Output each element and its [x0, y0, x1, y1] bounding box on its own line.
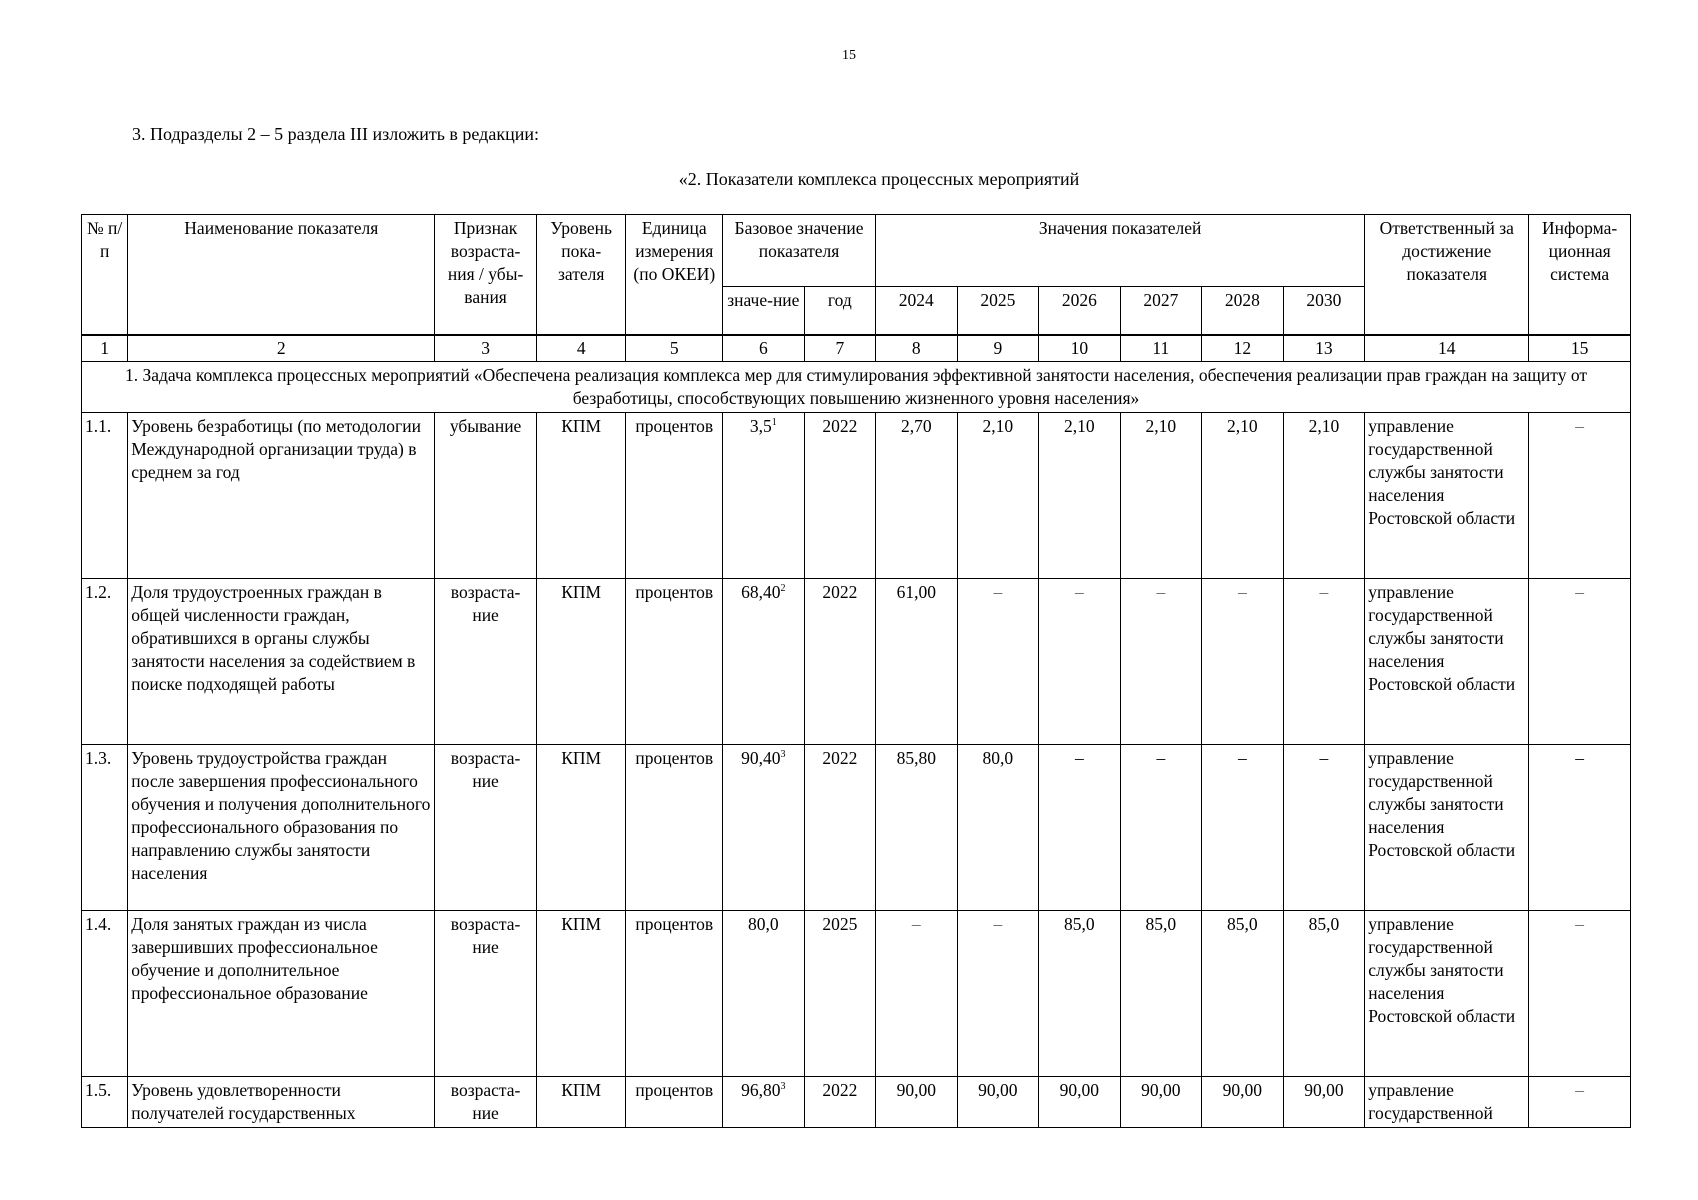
base-value-cell: 80,0: [723, 910, 805, 1076]
header-responsible: Ответственный за достижение показателя: [1365, 215, 1529, 335]
trend-cell: возраста-ние: [435, 910, 537, 1076]
table-row: [82, 910, 1631, 1076]
responsible-cell: управление государственной службы занятости населения Ростовской области: [1365, 910, 1529, 1076]
row-number: 1.4.: [82, 910, 128, 1076]
header-values: Значения показателей: [876, 215, 1365, 287]
column-number: 9: [957, 335, 1039, 362]
row-number: 1.1.: [82, 412, 128, 578]
trend-cell: возраста-ние: [435, 578, 537, 744]
value-cell: 90,00: [876, 1076, 958, 1127]
intro-text: 3. Подразделы 2 – 5 раздела III изложить в редакции:: [132, 124, 539, 144]
value-cell: –: [1202, 744, 1284, 910]
value-cell: –: [1120, 744, 1202, 910]
page-number: 15: [842, 48, 856, 63]
value-cell: 90,00: [957, 1076, 1039, 1127]
value-cell: 90,00: [1120, 1076, 1202, 1127]
table-row: [82, 578, 1631, 744]
row-number: 1.3.: [82, 744, 128, 910]
value-cell: 80,0: [957, 744, 1039, 910]
value-cell: –: [1039, 578, 1121, 744]
value-cell: 85,0: [1120, 910, 1202, 1076]
base-value-cell: 68,40$^2$: [723, 578, 805, 744]
header-year: 2024: [876, 287, 958, 335]
base-value-cell: 96,80$^3$: [723, 1076, 805, 1127]
column-number: 8: [876, 335, 958, 362]
header-level: Уровень пока-зателя: [536, 215, 626, 335]
value-cell: 85,0: [1283, 910, 1365, 1076]
unit-cell: процентов: [626, 910, 723, 1076]
table-row: [82, 744, 1631, 910]
column-number: 11: [1120, 335, 1202, 362]
task-text: 1. Задача комплекса процессных мероприятий «Обеспечена реализация комплекса мер для стимулирования эффективной занятости населения, обеспечения реализации прав граждан на защиту от безработицы, способствующих повышению жизненного уровня населения»: [82, 361, 1631, 412]
value-cell: –: [1202, 578, 1284, 744]
value-cell: –: [876, 910, 958, 1076]
value-cell: 2,10: [1120, 412, 1202, 578]
value-cell: –: [1283, 578, 1365, 744]
info-system-cell: –: [1529, 578, 1631, 744]
indicator-name: Доля занятых граждан из числа завершивших профессиональное обучение и дополнительное профессиональное образование: [128, 910, 435, 1076]
task-row: [82, 361, 1631, 412]
base-year-cell: 2025: [804, 910, 875, 1076]
indicator-name: Уровень трудоустройства граждан после завершения профессионального обучения и получения дополнительного профессионального образования по направлению службы занятости населения: [128, 744, 435, 910]
trend-cell: возраста-ние: [435, 744, 537, 910]
value-cell: –: [957, 910, 1039, 1076]
indicator-name: Доля трудоустроенных граждан в общей численности граждан, обратившихся в органы службы занятости населения за содействием в поиске подходящей работы: [128, 578, 435, 744]
level-cell: КПМ: [536, 910, 626, 1076]
trend-cell: убывание: [435, 412, 537, 578]
info-system-cell: –: [1529, 910, 1631, 1076]
table-row: [82, 1076, 1631, 1127]
column-number: 4: [536, 335, 626, 362]
base-year-cell: 2022: [804, 1076, 875, 1127]
value-cell: 90,00: [1202, 1076, 1284, 1127]
column-number: 7: [804, 335, 875, 362]
column-number: 3: [435, 335, 537, 362]
level-cell: КПМ: [536, 744, 626, 910]
table-title: «2. Показатели комплекса процессных мероприятий: [678, 169, 1080, 189]
indicators-table: [81, 214, 1631, 1128]
value-cell: 2,10: [957, 412, 1039, 578]
unit-cell: процентов: [626, 1076, 723, 1127]
indicator-name: Уровень безработицы (по методологии Международной организации труда) в среднем за год: [128, 412, 435, 578]
value-cell: 2,10: [1039, 412, 1121, 578]
header-year: 2028: [1202, 287, 1284, 335]
column-number: 14: [1365, 335, 1529, 362]
header-num: № п/п: [82, 215, 128, 335]
value-cell: 90,00: [1039, 1076, 1121, 1127]
info-system-cell: –: [1529, 412, 1631, 578]
header-year: 2025: [957, 287, 1039, 335]
table-row: [82, 412, 1631, 578]
header-name: Наименование показателя: [128, 215, 435, 335]
level-cell: КПМ: [536, 412, 626, 578]
header-year: 2027: [1120, 287, 1202, 335]
header-trend: Признак возраста-ния / убы-вания: [435, 215, 537, 335]
value-cell: –: [1039, 744, 1121, 910]
value-cell: 2,10: [1283, 412, 1365, 578]
responsible-cell: управление государственной: [1365, 1076, 1529, 1127]
responsible-cell: управление государственной службы занятости населения Ростовской области: [1365, 578, 1529, 744]
base-year-cell: 2022: [804, 744, 875, 910]
level-cell: КПМ: [536, 578, 626, 744]
level-cell: КПМ: [536, 1076, 626, 1127]
column-number: 13: [1283, 335, 1365, 362]
value-cell: –: [957, 578, 1039, 744]
value-cell: 61,00: [876, 578, 958, 744]
row-number: 1.5.: [82, 1076, 128, 1127]
indicator-name: Уровень удовлетворенности получателей государственных: [128, 1076, 435, 1127]
unit-cell: процентов: [626, 412, 723, 578]
column-number: 5: [626, 335, 723, 362]
value-cell: 85,0: [1202, 910, 1284, 1076]
header-base-year: год: [804, 287, 875, 335]
column-number: 10: [1039, 335, 1121, 362]
column-number: 6: [723, 335, 805, 362]
value-cell: 2,70: [876, 412, 958, 578]
value-cell: 85,80: [876, 744, 958, 910]
header-info-system: Информа-ционная система: [1529, 215, 1631, 335]
value-cell: 2,10: [1202, 412, 1284, 578]
header-year: 2030: [1283, 287, 1365, 335]
base-value-cell: 90,40$^3$: [723, 744, 805, 910]
value-cell: 85,0: [1039, 910, 1121, 1076]
responsible-cell: управление государственной службы занятости населения Ростовской области: [1365, 744, 1529, 910]
info-system-cell: –: [1529, 1076, 1631, 1127]
unit-cell: процентов: [626, 744, 723, 910]
value-cell: 90,00: [1283, 1076, 1365, 1127]
base-year-cell: 2022: [804, 412, 875, 578]
responsible-cell: управление государственной службы занятости населения Ростовской области: [1365, 412, 1529, 578]
base-value-cell: $3,5^1$: [723, 412, 805, 578]
row-number: 1.2.: [82, 578, 128, 744]
column-number: 1: [82, 335, 128, 362]
column-number: 2: [128, 335, 435, 362]
column-number-row: [82, 335, 1631, 362]
footnote-ref: 1: [771, 416, 777, 428]
value-cell: –: [1120, 578, 1202, 744]
header-unit: Единица измерения (по ОКЕИ): [626, 215, 723, 335]
column-number: 15: [1529, 335, 1631, 362]
footnote-ref: 2: [780, 582, 786, 594]
footnote-ref: 3: [780, 748, 786, 760]
header-base: Базовое значение показателя: [723, 215, 876, 287]
header-year: 2026: [1039, 287, 1121, 335]
value-cell: –: [1283, 744, 1365, 910]
unit-cell: процентов: [626, 578, 723, 744]
footnote-ref: 3: [780, 1080, 786, 1092]
column-number: 12: [1202, 335, 1284, 362]
header-base-value: значе-ние: [723, 287, 805, 335]
trend-cell: возраста-ние: [435, 1076, 537, 1127]
base-year-cell: 2022: [804, 578, 875, 744]
info-system-cell: –: [1529, 744, 1631, 910]
